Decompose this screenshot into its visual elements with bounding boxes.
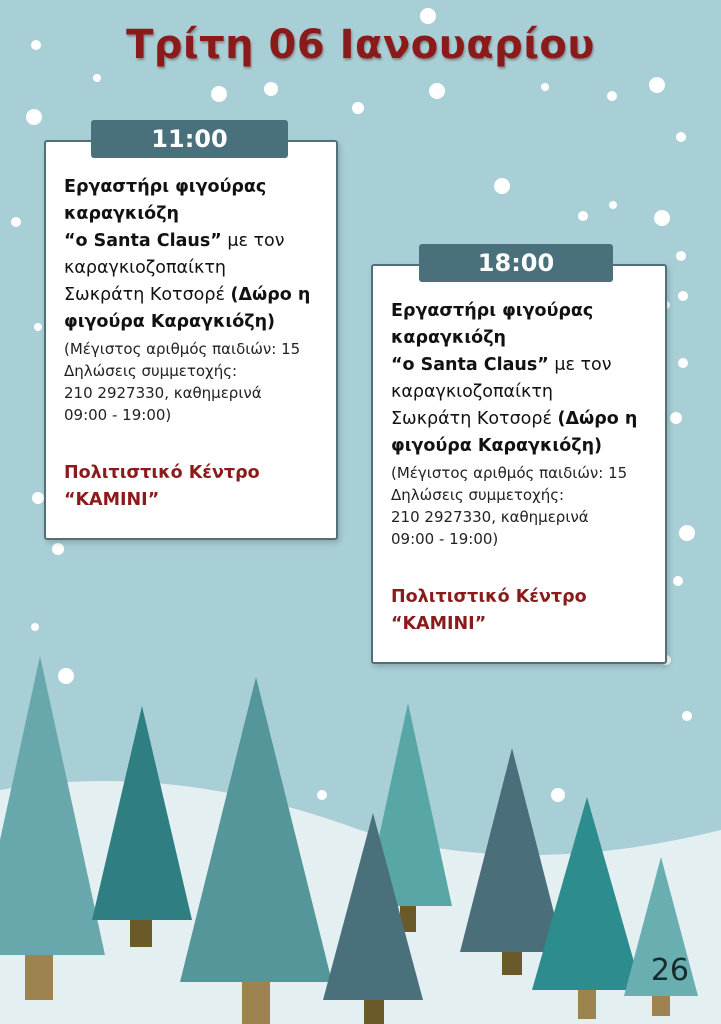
event-card xyxy=(44,125,338,540)
time-badge: 11:00 xyxy=(91,120,288,158)
event-venue: Πολιτιστικό Κέντρο “ΚΑΜΙΝΙ” xyxy=(64,463,260,510)
event-title: Εργαστήρι φιγούρας καραγκιόζη “ο Santa Claus” με τον xyxy=(64,177,285,251)
event-info: (Μέγιστος αριθμός παιδιών: 15 Δηλώσεις συμμετοχής: 210 2927330, καθημερινά 09:00 - 19:00) xyxy=(64,340,301,424)
event-quote: “ο Santa Claus” xyxy=(64,231,222,251)
event-body xyxy=(64,174,326,514)
page-number: 26 xyxy=(650,953,689,988)
event-card xyxy=(371,249,667,664)
event-title: Εργαστήρι φιγούρας καραγκιόζη “ο Santa Claus” με τον xyxy=(391,301,612,375)
event-body xyxy=(391,298,655,638)
event-venue: Πολιτιστικό Κέντρο “ΚΑΜΙΝΙ” xyxy=(391,587,587,634)
event-info: (Μέγιστος αριθμός παιδιών: 15 Δηλώσεις συμμετοχής: 210 2927330, καθημερινά 09:00 - 19:00) xyxy=(391,464,628,548)
time-badge: 18:00 xyxy=(419,244,613,282)
page-title: Τρίτη 06 Ιανουαρίου xyxy=(126,22,595,68)
event-artist: καραγκιοζοπαίκτη Σωκράτη Κοτσορέ (Δώρο η φιγούρα Καραγκιόζη) xyxy=(64,258,311,332)
event-artist: καραγκιοζοπαίκτη Σωκράτη Κοτσορέ (Δώρο η φιγούρα Καραγκιόζη) xyxy=(391,382,638,456)
event-quote: “ο Santa Claus” xyxy=(391,355,549,375)
